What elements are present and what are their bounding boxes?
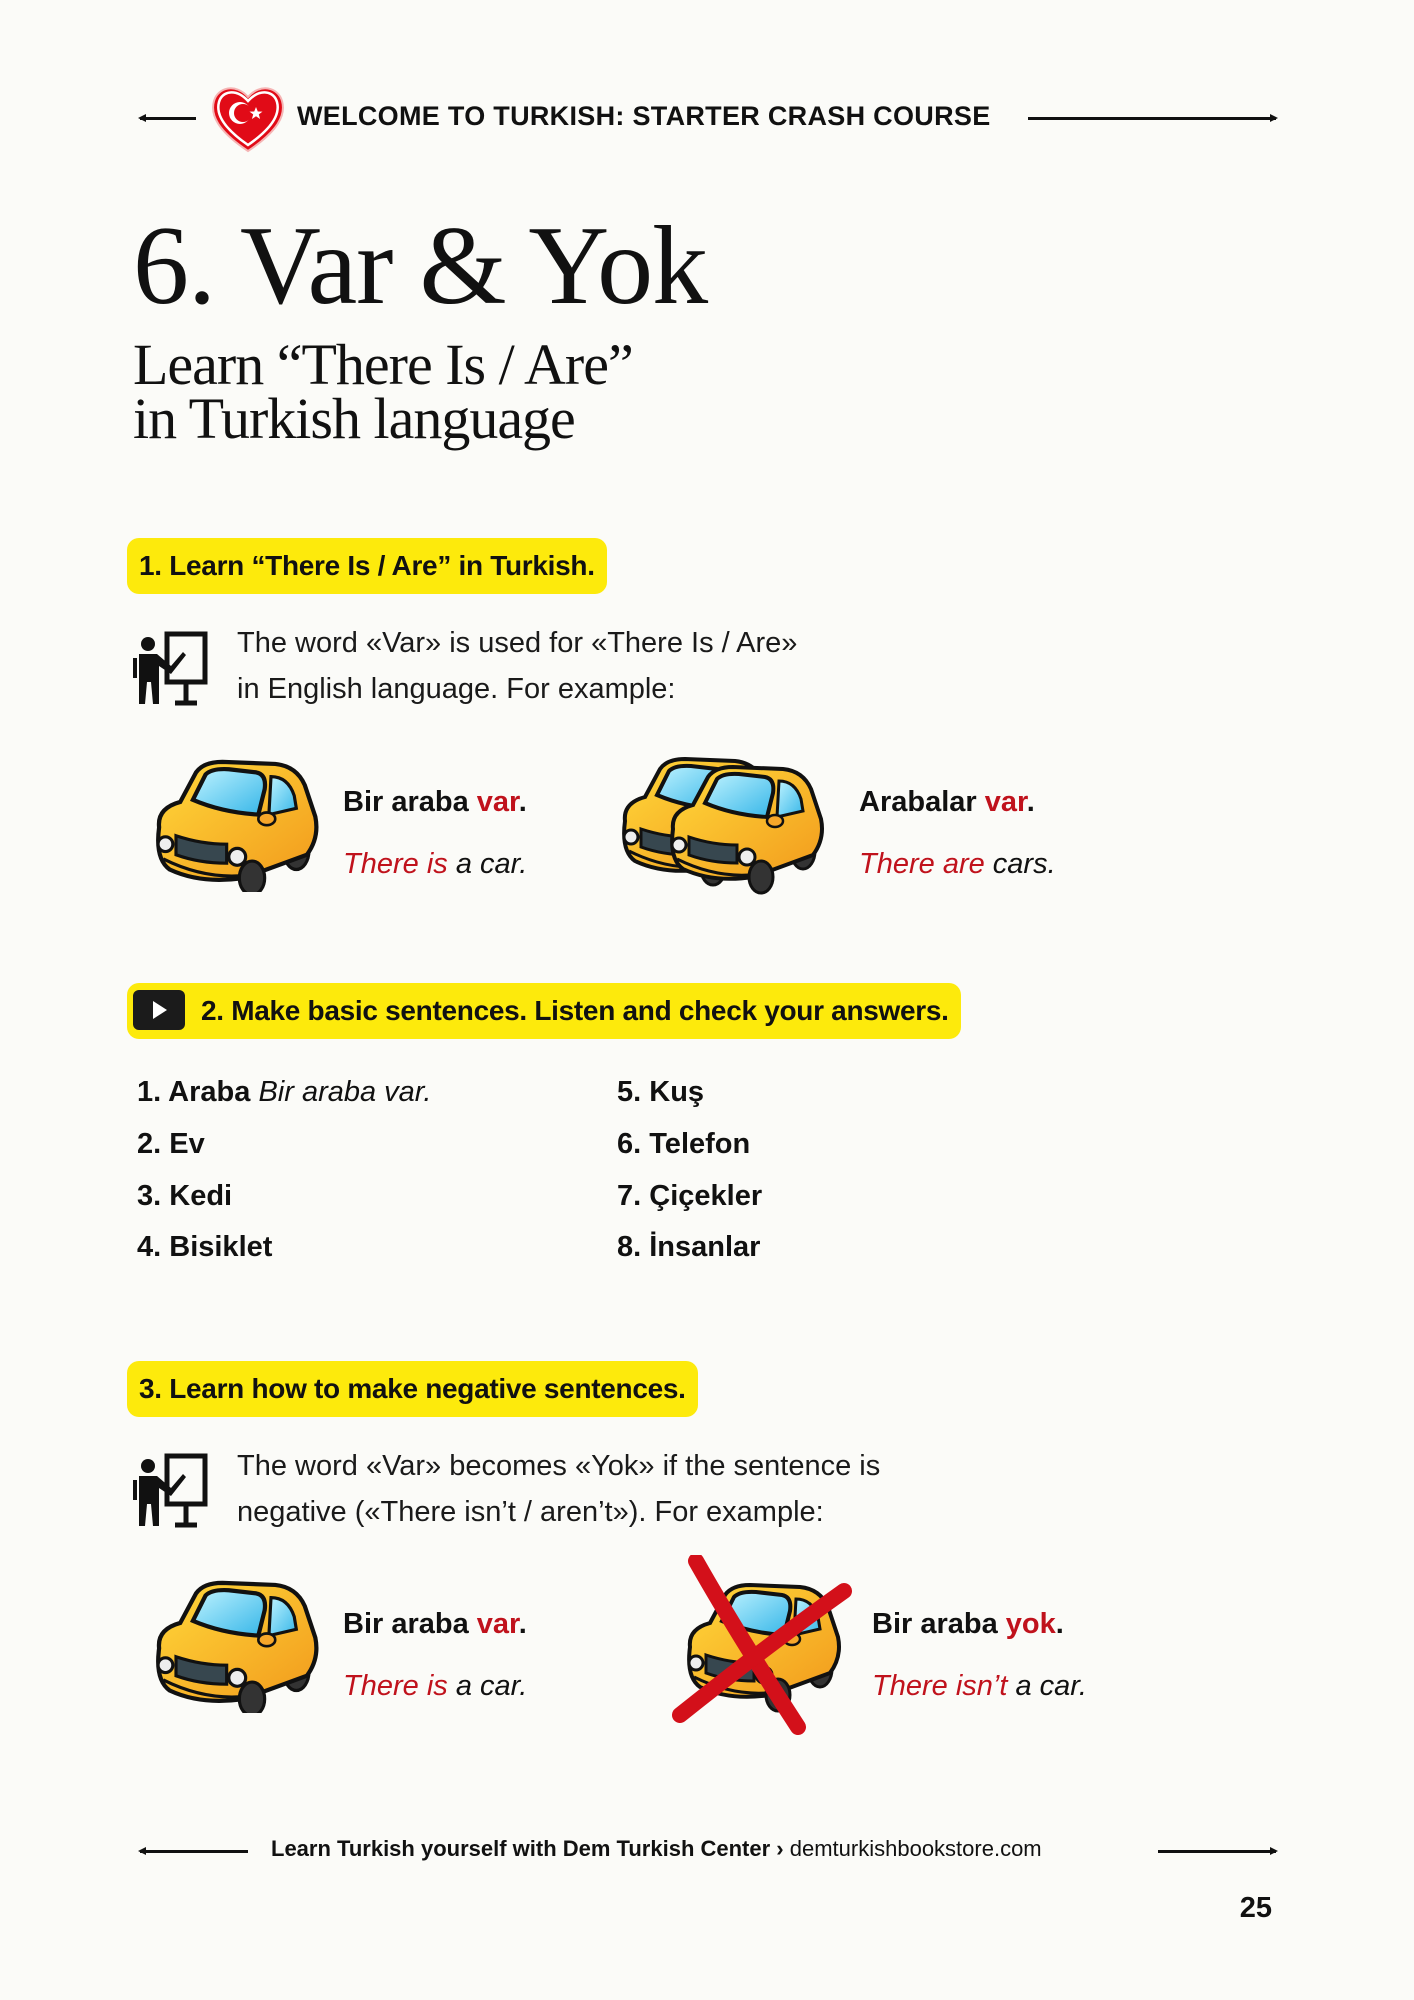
two-cars-image xyxy=(605,748,845,905)
section-3-label: 3. Learn how to make negative sentences. xyxy=(127,1361,698,1417)
turkish-flag-heart-icon xyxy=(208,83,288,155)
car-image xyxy=(138,1573,328,1718)
header-title: WELCOME TO TURKISH: STARTER CRASH COURSE xyxy=(297,101,991,131)
answer-text: Bir araba var. xyxy=(258,1076,432,1108)
footer-link[interactable]: demturkishbookstore.com xyxy=(789,1836,1042,1861)
page-title: 6. Var & Yok xyxy=(133,204,708,328)
example-turkish: Bir araba var. xyxy=(343,1608,527,1640)
page-subtitle xyxy=(133,332,633,451)
highlight-word: var xyxy=(476,786,519,818)
section-1-text-line-2: in English language. For example: xyxy=(237,673,676,705)
subtitle-line-1: Learn “There Is / Are” xyxy=(133,332,633,397)
section-3-text-line-1: The word «Var» becomes «Yok» if the sentence is xyxy=(237,1450,881,1482)
list-item: 5. Kuş xyxy=(617,1076,705,1108)
list-item: 3. Kedi xyxy=(137,1180,233,1212)
section-2-label: 2. Make basic sentences. Listen and check your answers. xyxy=(127,983,961,1039)
section-1-explanation xyxy=(237,620,797,712)
highlight-word: yok xyxy=(1005,1608,1056,1640)
footer-rule-right xyxy=(1158,1850,1276,1853)
teacher-board-icon xyxy=(133,1452,213,1532)
list-item: 4. Bisiklet xyxy=(137,1231,273,1263)
section-3-text-line-2: negative («There isn’t / aren’t»). For example: xyxy=(237,1496,824,1528)
header-rule-right xyxy=(1028,117,1276,120)
list-item: 1. Araba Bir araba var. xyxy=(137,1076,432,1108)
section-1-label: 1. Learn “There Is / Are” in Turkish. xyxy=(127,538,607,594)
section-3-explanation xyxy=(237,1443,880,1535)
teacher-board-icon xyxy=(133,630,213,710)
example-english: There is a car. xyxy=(343,1670,528,1702)
section-1-text-line-1: The word «Var» is used for «There Is / Are» xyxy=(237,627,798,659)
highlight-word: var xyxy=(476,1608,519,1640)
list-item: 2. Ev xyxy=(137,1128,205,1160)
car-image xyxy=(138,752,328,897)
footer-rule-left xyxy=(140,1850,248,1853)
list-item: 7. Çiçekler xyxy=(617,1180,763,1212)
example-turkish: Bir araba yok. xyxy=(872,1608,1064,1640)
footer-text xyxy=(271,1836,1042,1862)
highlight-word: var xyxy=(984,786,1027,818)
crossed-out-car-image xyxy=(668,1555,868,1740)
play-icon[interactable] xyxy=(133,990,185,1030)
page-number: 25 xyxy=(1239,1892,1272,1924)
footer-tagline: Learn Turkish yourself with Dem Turkish Center xyxy=(271,1836,771,1861)
list-item: 6. Telefon xyxy=(617,1128,751,1160)
header-rule-left xyxy=(140,117,196,120)
example-english: There are cars. xyxy=(859,848,1056,880)
list-item: 8. İnsanlar xyxy=(617,1231,761,1263)
subtitle-line-2: in Turkish language xyxy=(133,386,575,451)
example-english: There is a car. xyxy=(343,848,528,880)
example-english: There isn’t a car. xyxy=(872,1670,1087,1702)
example-turkish: Arabalar var. xyxy=(859,786,1035,818)
example-turkish: Bir araba var. xyxy=(343,786,527,818)
footer-separator: › xyxy=(770,1836,790,1861)
